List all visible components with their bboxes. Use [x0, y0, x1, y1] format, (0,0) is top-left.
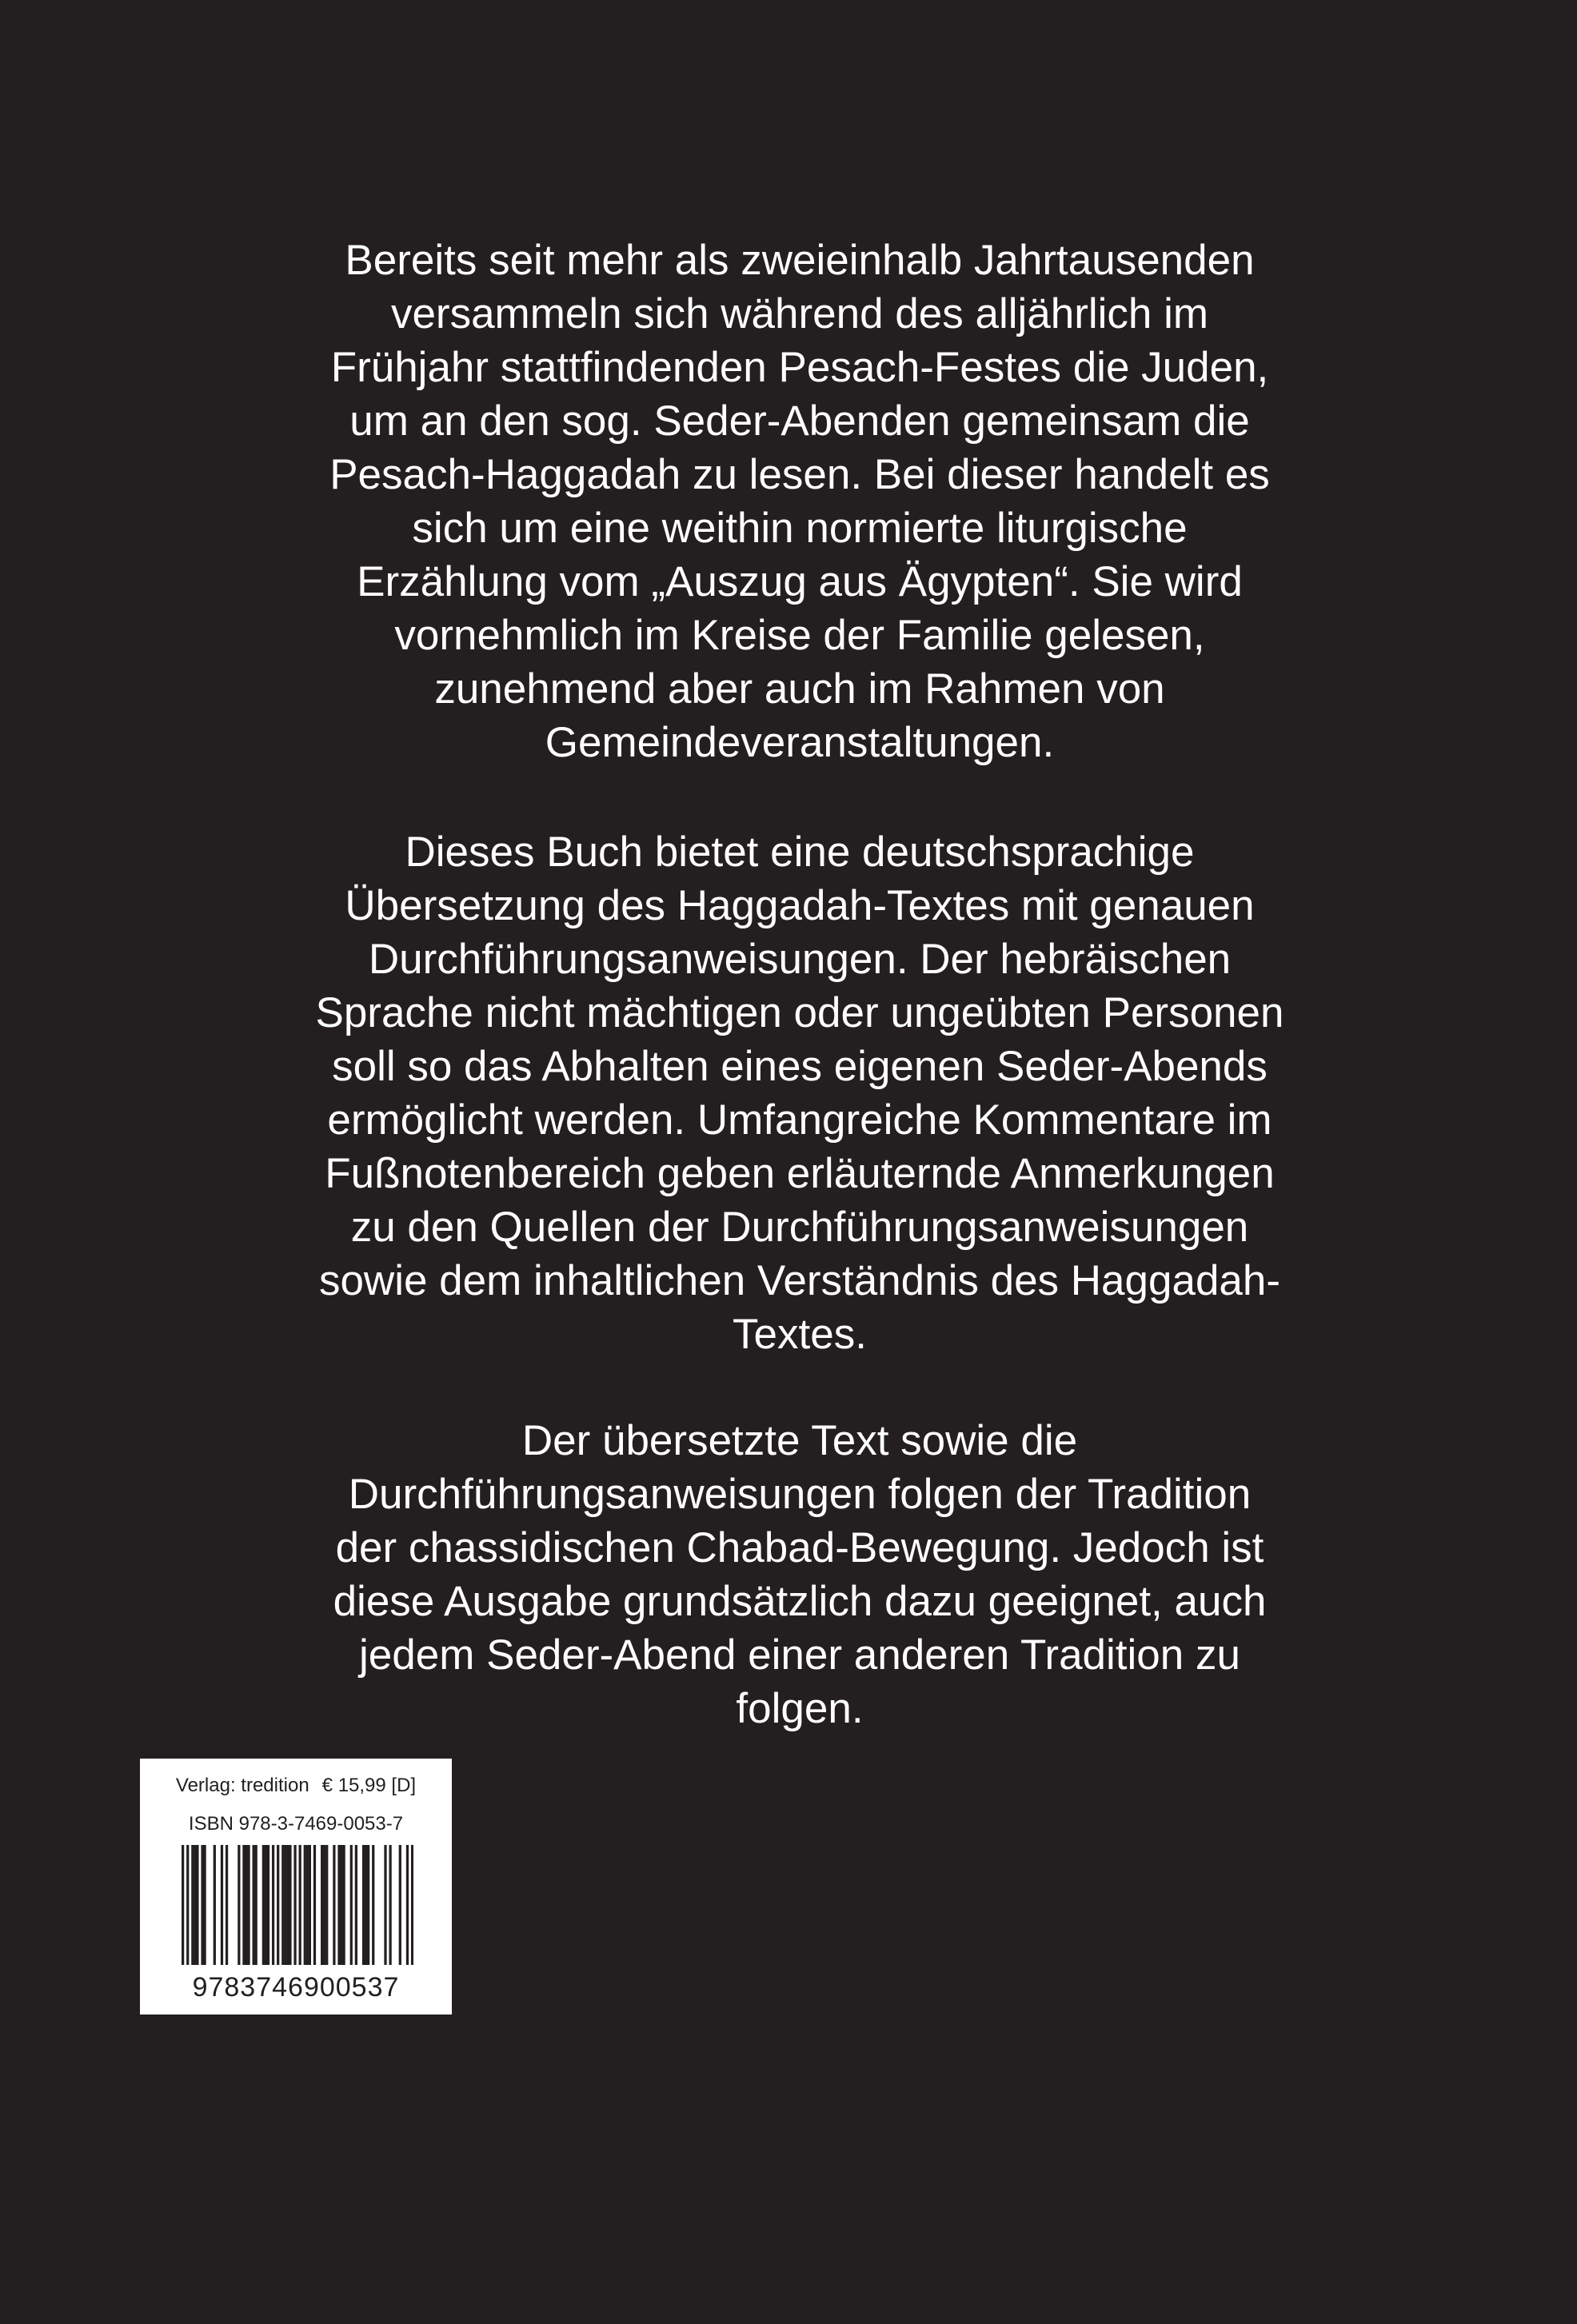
barcode-bar [238, 1845, 240, 1965]
barcode-bar [289, 1845, 291, 1965]
barcode-bar [293, 1845, 296, 1965]
barcode-bar [277, 1845, 279, 1965]
blurb-line: Pesach-Haggadah zu lesen. Bei dieser handelt es [329, 451, 1270, 498]
barcode-bar [203, 1845, 206, 1965]
barcode-bar [384, 1845, 386, 1965]
barcode-bar [362, 1845, 365, 1965]
barcode-digits: 9783746900537 [192, 1972, 400, 2003]
barcode-bar [325, 1845, 328, 1965]
barcode-bar [399, 1845, 401, 1965]
blurb-line: zu den Quellen der Durchführungsanweisungen [350, 1204, 1249, 1251]
barcode-bar [253, 1845, 255, 1965]
isbn-label: ISBN 978-3-7469-0053-7 [188, 1813, 404, 1835]
blurb-line: zunehmend aber auch im Rahmen von [434, 665, 1165, 713]
blurb-line: diese Ausgabe grundsätzlich dazu geeignet, auch [333, 1578, 1267, 1625]
blurb-paragraph-1 [240, 234, 1359, 769]
barcode-bar [226, 1845, 228, 1965]
blurb-line: Erzählung vom „Auszug aus Ägypten“. Sie wird [357, 558, 1243, 605]
blurb-line: Fußnotenbereich geben erläuternde Anmerkungen [325, 1150, 1275, 1197]
barcode-bar [355, 1845, 357, 1965]
blurb-line: vornehmlich im Kreise der Familie gelesen, [394, 612, 1205, 659]
blurb-paragraph-3 [240, 1414, 1359, 1735]
blurb-line: Frühjahr stattfindenden Pesach-Festes die Juden, [330, 344, 1269, 391]
barcode-bar [365, 1845, 367, 1965]
barcode-bar [411, 1845, 413, 1965]
barcode-bar [406, 1845, 409, 1965]
barcode-bar [299, 1845, 301, 1965]
blurb-line: Der übersetzte Text sowie die [521, 1417, 1078, 1464]
barcode-bar [242, 1845, 245, 1965]
barcode-bar [191, 1845, 194, 1965]
barcode-bar [367, 1845, 369, 1965]
blurb-line: soll so das Abhalten eines eigenen Seder-Abends [332, 1043, 1268, 1090]
barcode-bar [313, 1845, 316, 1965]
barcode-bar [196, 1845, 198, 1965]
barcode-bar [333, 1845, 335, 1965]
blurb-line: sich um eine weithin normierte liturgische [412, 505, 1188, 552]
blurb-line: folgen. [736, 1685, 864, 1732]
blurb-line: Sprache nicht mächtigen oder ungeübten Personen [315, 989, 1284, 1036]
barcode-bar [350, 1845, 353, 1965]
barcode-bar [321, 1845, 323, 1965]
blurb-line: um an den sog. Seder-Abenden gemeinsam die [349, 397, 1250, 445]
blurb-paragraph-2 [240, 825, 1359, 1361]
publisher-price-line [140, 1775, 452, 1797]
barcode-bar [247, 1845, 250, 1965]
isbn-barcode-box [140, 1759, 452, 2015]
barcode-bar [265, 1845, 267, 1965]
barcode-bar [214, 1845, 216, 1965]
blurb-line: Durchführungsanweisungen. Der hebräischen [368, 936, 1232, 983]
barcode-bar [182, 1845, 184, 1965]
price-label: € 15,99 [D] [321, 1775, 417, 1796]
publisher-label: Verlag: tredition [175, 1775, 309, 1796]
barcode-bar [342, 1845, 345, 1965]
barcode-bar [245, 1845, 247, 1965]
barcode-bar [372, 1845, 374, 1965]
barcode-bar [340, 1845, 342, 1965]
barcode-bar [272, 1845, 274, 1965]
barcode-bars [182, 1845, 413, 1965]
barcode-bar [306, 1845, 309, 1965]
barcode-bar [284, 1845, 286, 1965]
blurb-line: Textes. [733, 1311, 867, 1358]
barcode-bar [323, 1845, 325, 1965]
barcode-bar [255, 1845, 258, 1965]
barcode-bar [309, 1845, 311, 1965]
barcode-bar [286, 1845, 289, 1965]
blurb-line: Durchführungsanweisungen folgen der Tradition [348, 1471, 1252, 1518]
blurb-line: Übersetzung des Haggadah-Textes mit genauen [345, 882, 1255, 929]
barcode-bar [262, 1845, 265, 1965]
blurb-line: versammeln sich während des alljährlich im [390, 290, 1209, 337]
blurb-line: ermöglicht werden. Umfangreiche Kommentare im [327, 1096, 1272, 1144]
blurb-line: Bereits seit mehr als zweieinhalb Jahrtausenden [345, 237, 1255, 284]
barcode-bar [389, 1845, 391, 1965]
blurb-line: Dieses Buch bietet eine deutschsprachige [405, 829, 1195, 876]
blurb-line: jedem Seder-Abend einer anderen Tradition zu [359, 1631, 1240, 1679]
blurb-line: sowie dem inhaltlichen Verständnis des Haggadah- [318, 1257, 1281, 1304]
barcode-bar [194, 1845, 196, 1965]
barcode-bar [304, 1845, 306, 1965]
blurb-line: Gemeindeveranstaltungen. [545, 719, 1055, 766]
barcode-bar [337, 1845, 340, 1965]
barcode-bar [267, 1845, 269, 1965]
blurb-line: der chassidischen Chabad-Bewegung. Jedoch ist [335, 1524, 1264, 1571]
barcode-bar [201, 1845, 203, 1965]
barcode-bar [221, 1845, 223, 1965]
barcode-bar [281, 1845, 284, 1965]
barcode-bar [186, 1845, 189, 1965]
